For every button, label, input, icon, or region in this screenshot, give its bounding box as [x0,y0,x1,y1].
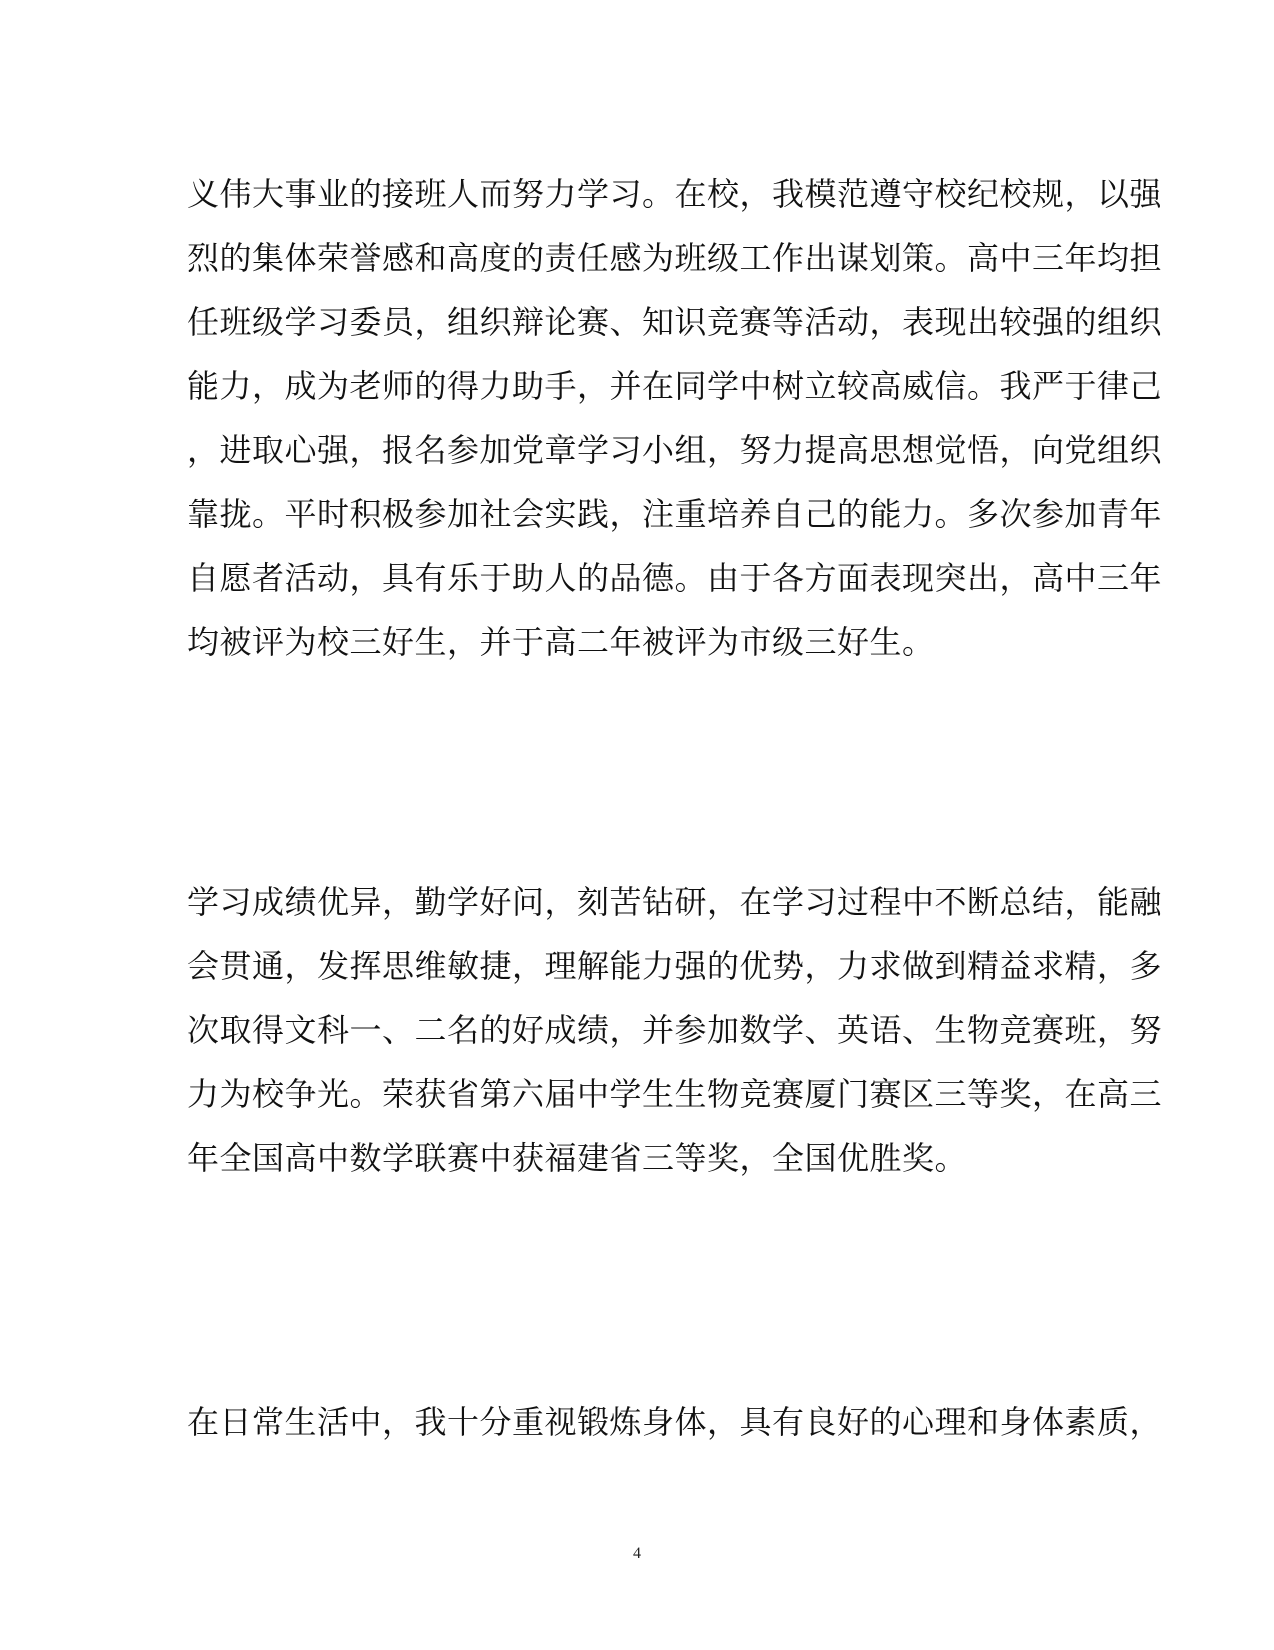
text-line: 自愿者活动，具有乐于助人的品德。由于各方面表现突出，高中三年 [187,559,1163,597]
text-line: 学习成绩优异，勤学好问，刻苦钻研，在学习过程中不断总结，能融 [187,883,1163,921]
text-line: 烈的集体荣誉感和高度的责任感为班级工作出谋划策。高中三年均担 [187,239,1163,277]
text-line: 次取得文科一、二名的好成绩，并参加数学、英语、生物竞赛班，努 [187,1011,1163,1049]
text-line: 义伟大事业的接班人而努力学习。在校，我模范遵守校纪校规，以强 [187,175,1163,213]
text-line: 靠拢。平时积极参加社会实践，注重培养自己的能力。多次参加青年 [187,495,1163,533]
paragraph-conduct [187,162,1163,674]
text-line: 会贯通，发挥思维敏捷，理解能力强的优势，力求做到精益求精，多 [187,947,1163,985]
text-line: 力为校争光。荣获省第六届中学生生物竞赛厦门赛区三等奖，在高三 [187,1075,1163,1113]
page-number: 4 [633,1545,641,1562]
text-line: 年全国高中数学联赛中获福建省三等奖，全国优胜奖。 [187,1139,968,1177]
paragraph-academics [187,870,1163,1190]
text-line: 在日常生活中，我十分重视锻炼身体，具有良好的心理和身体素质， [187,1403,1163,1441]
paragraph-daily-life [187,1390,1163,1454]
text-line: 能力，成为老师的得力助手，并在同学中树立较高威信。我严于律己 [187,367,1163,405]
text-line: 均被评为校三好生，并于高二年被评为市级三好生。 [187,623,935,661]
text-line: ，进取心强，报名参加党章学习小组，努力提高思想觉悟，向党组织 [187,431,1163,469]
text-line: 任班级学习委员，组织辩论赛、知识竞赛等活动，表现出较强的组织 [187,303,1163,341]
